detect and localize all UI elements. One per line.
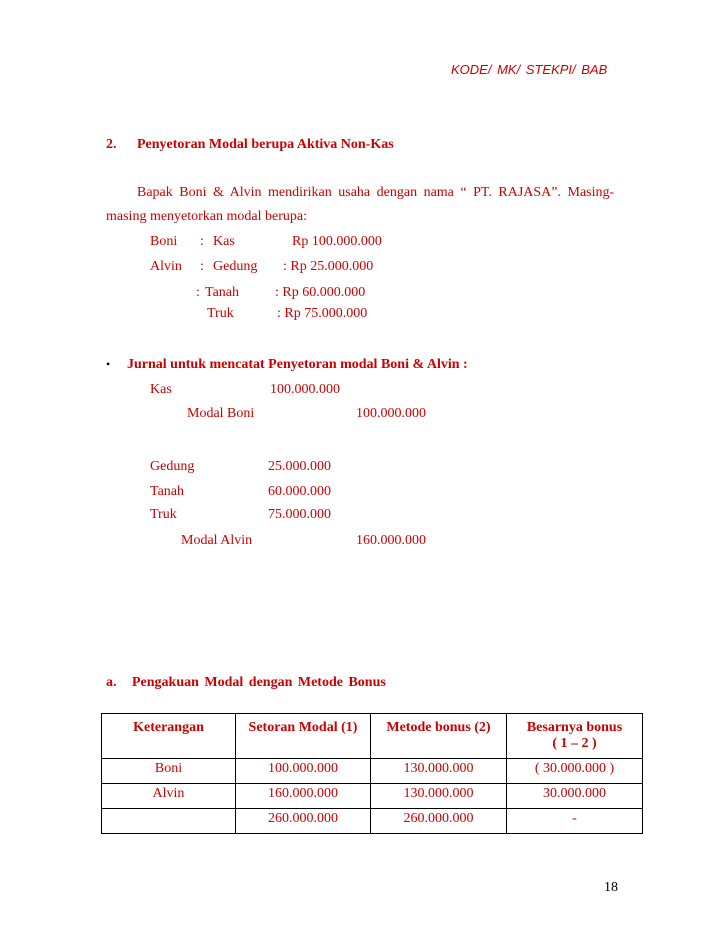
journal-account: Tanah (150, 484, 185, 499)
page-number: 18 (604, 880, 618, 895)
table-cell: 260.000.000 (371, 809, 507, 834)
table-row (102, 759, 643, 784)
paragraph-line-2: masing menyetorkan modal berupa: (106, 209, 307, 224)
journal-title: Jurnal untuk mencatat Penyetoran modal Boni & Alvin : (127, 357, 468, 372)
journal-debit: 100.000.000 (270, 382, 340, 397)
subsection-label: a. (106, 675, 117, 690)
table-row (102, 809, 643, 834)
section-title: Penyetoran Modal berupa Aktiva Non-Kas (137, 137, 394, 152)
header-besarnya-bonus-line2: ( 1 – 2 ) (552, 736, 597, 751)
table-cell: 260.000.000 (236, 809, 371, 834)
contribution-sep: : (200, 234, 204, 249)
header-setoran-modal: Setoran Modal (1) (236, 714, 371, 759)
header-besarnya-bonus-line1: Besarnya bonus (526, 720, 623, 735)
journal-account: Modal Boni (187, 406, 255, 421)
table-cell: ( 30.000.000 ) (507, 759, 643, 784)
paragraph-line-1: Bapak Boni & Alvin mendirikan usaha dengan nama “ PT. RAJASA”. Masing- (137, 185, 615, 200)
table-cell: 130.000.000 (371, 784, 507, 809)
contribution-amount: : Rp 75.000.000 (277, 306, 368, 321)
header-metode-bonus: Metode bonus (2) (371, 714, 507, 759)
subsection-title: Pengakuan Modal dengan Metode Bonus (132, 675, 386, 690)
journal-credit: 160.000.000 (356, 533, 426, 548)
table-cell: 160.000.000 (236, 784, 371, 809)
table-header-row (102, 714, 643, 759)
journal-account: Modal Alvin (181, 533, 253, 548)
bullet-icon: • (106, 357, 111, 371)
journal-account: Truk (150, 507, 177, 522)
table-cell (102, 809, 236, 834)
header-besarnya-bonus (507, 714, 643, 759)
table-cell: 100.000.000 (236, 759, 371, 784)
contribution-name: Boni (150, 234, 178, 249)
contribution-amount: : Rp 25.000.000 (283, 259, 374, 274)
contribution-sep: : (196, 285, 200, 300)
contribution-item: Gedung (213, 259, 258, 274)
contribution-item: Tanah (205, 285, 240, 300)
contribution-amount: : Rp 60.000.000 (275, 285, 366, 300)
contribution-amount: Rp 100.000.000 (292, 234, 382, 249)
document-header-code: KODE/ MK/ STEKPI/ BAB (451, 62, 608, 77)
table-cell: Alvin (102, 784, 236, 809)
table-cell: 130.000.000 (371, 759, 507, 784)
table-cell: 30.000.000 (507, 784, 643, 809)
section-number: 2. (106, 137, 117, 152)
journal-debit: 60.000.000 (268, 484, 331, 499)
header-keterangan: Keterangan (102, 714, 236, 759)
contribution-name: Alvin (150, 259, 182, 274)
journal-debit: 25.000.000 (268, 459, 331, 474)
journal-account: Gedung (150, 459, 195, 474)
journal-credit: 100.000.000 (356, 406, 426, 421)
journal-account: Kas (150, 382, 172, 397)
contribution-sep: : (200, 259, 204, 274)
table-cell: Boni (102, 759, 236, 784)
contribution-item: Truk (207, 306, 234, 321)
bonus-method-table (101, 713, 643, 834)
table-cell: - (507, 809, 643, 834)
journal-debit: 75.000.000 (268, 507, 331, 522)
table-row (102, 784, 643, 809)
contribution-item: Kas (213, 234, 235, 249)
